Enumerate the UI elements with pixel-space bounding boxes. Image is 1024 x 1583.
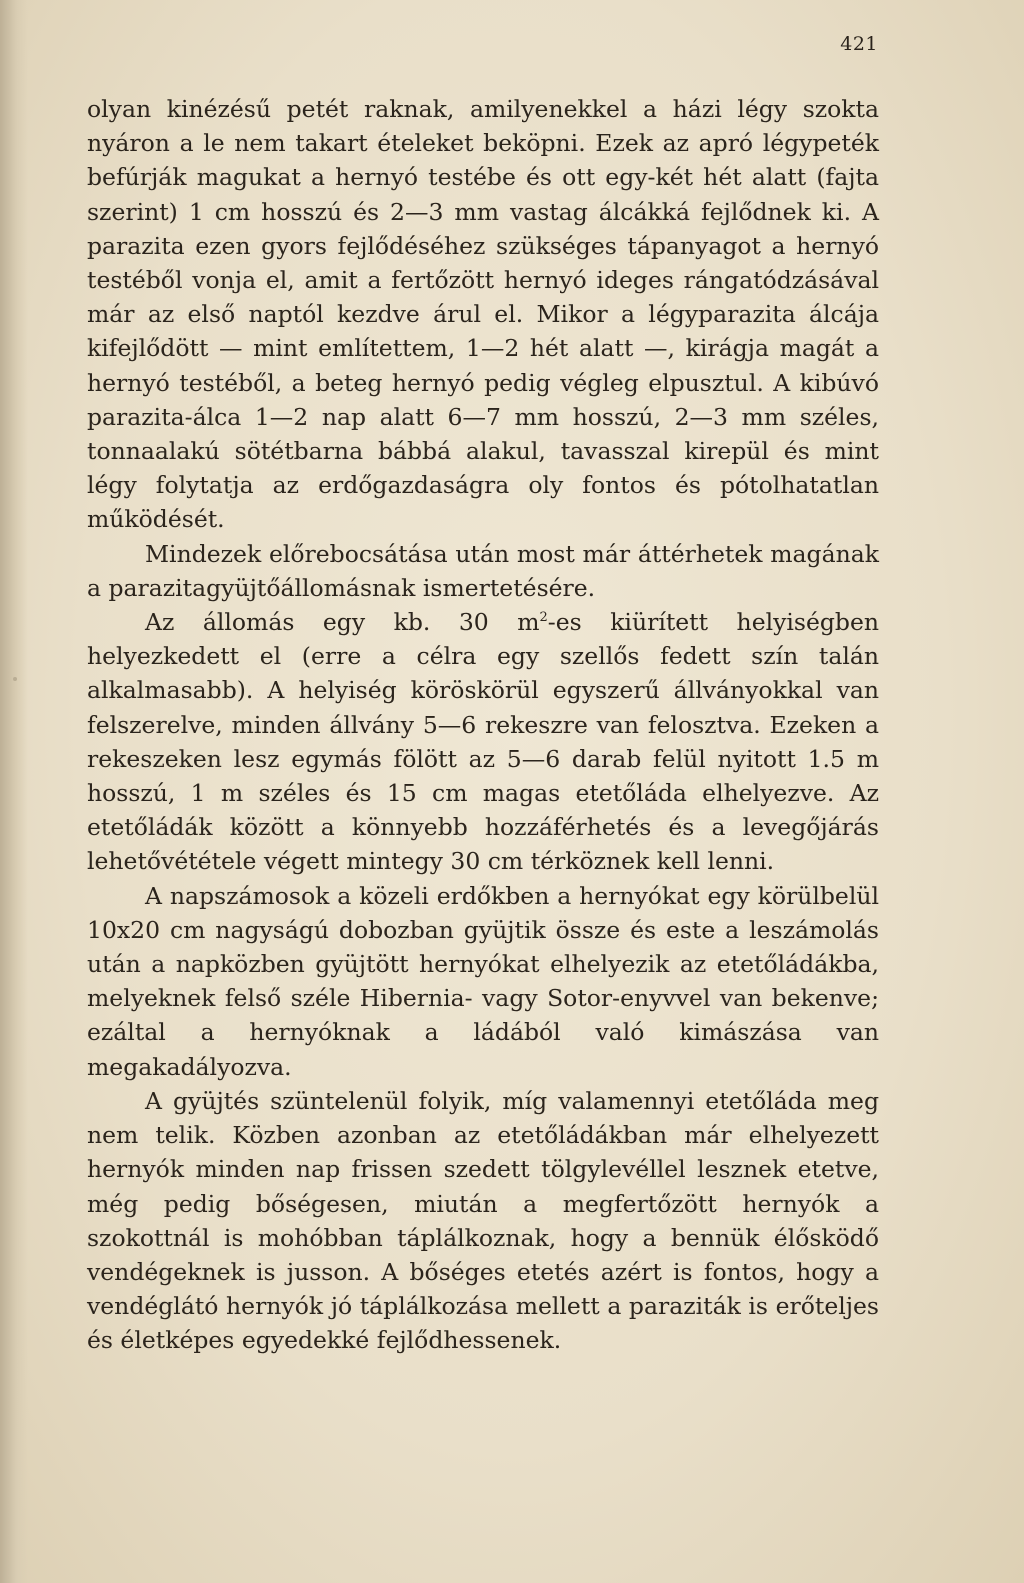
body-text [87, 92, 879, 1358]
paragraph: olyan kinézésű petét raknak, amilyenekkel a házi légy szokta nyáron a le nem takart ételeket beköpni. Ezek az apró légypeték befúrják magukat a hernyó testébe és ott egy-két hét alatt (fajta szerint) 1 cm hosszú és 2—3 mm vastag álcákká fejlődnek ki. A parazita ezen gyors fejlődéséhez szükséges tápanyagot a hernyó testéből vonja el, amit a fertőzött hernyó ideges rángatódzásával már az első naptól kezdve árul el. Mikor a légyparazita álcája kifejlődött — mint említettem, 1—2 hét alatt —, kirágja magát a hernyó testéből, a beteg hernyó pedig végleg elpusztul. A kibúvó parazita-álca 1—2 nap alatt 6—7 mm hosszú, 2—3 mm széles, tonnaalakú sötétbarna bábbá alakul, tavasszal kirepül és mint légy folytatja az erdőgazdaságra oly fontos és pótolhatatlan működését. [87, 95, 879, 534]
page-number: 421 [840, 33, 878, 55]
paper-speck [13, 677, 17, 681]
paragraph: Mindezek előrebocsátása után most már áttérhetek magának a parazitagyüjtőállomásnak ismertetésére. [87, 539, 879, 602]
paragraph-text-before-superscript: Az állomás egy kb. 30 m [145, 608, 540, 637]
paragraph [87, 605, 879, 879]
paragraph-text-after-superscript: -es kiürített helyiségben helyezkedett el (erre a célra egy szellős fedett szín talán alkalmasabb). A helyiség köröskörül egyszerű állványokkal van felszerelve, minden állvány 5—6 rekeszre van felosztva. Ezeken a rekeszeken lesz egymás fölött az 5—6 darab felül nyitott 1.5 m hosszú, 1 m széles és 15 cm magas etetőláda elhelyezve. Az etetőládák között a könnyebb hozzáférhetés és a levegőjárás lehetővététele végett mintegy 30 cm térköznek kell lenni. [87, 608, 880, 876]
paragraph: A gyüjtés szüntelenül folyik, míg valamennyi etetőláda meg nem telik. Közben azonban az etetőládákban már elhelyezett hernyók minden nap frissen szedett tölgylevéllel lesznek etetve, még pedig bőségesen, miután a megfertőzött hernyók a szokottnál is mohóbban táplálkoznak, hogy a bennük élősködő vendégeknek is jusson. A bőséges etetés azért is fontos, hogy a vendéglátó hernyók jó táplálkozása mellett a paraziták is erőteljes és életképes egyedekké fejlődhessenek. [87, 1086, 879, 1355]
page-gutter-shadow [0, 0, 28, 1583]
superscript: 2 [539, 610, 548, 626]
paragraph: A napszámosok a közeli erdőkben a hernyókat egy körülbelül 10x20 cm nagyságú dobozban gyüjtik össze és este a leszámolás után a napközben gyüjtött hernyókat elhelyezik az etetőládákba, melyeknek felső széle Hibernia- vagy Sotor-enyvvel van bekenve; ezáltal a hernyóknak a ládából való kimászása van megakadályozva. [87, 881, 879, 1081]
